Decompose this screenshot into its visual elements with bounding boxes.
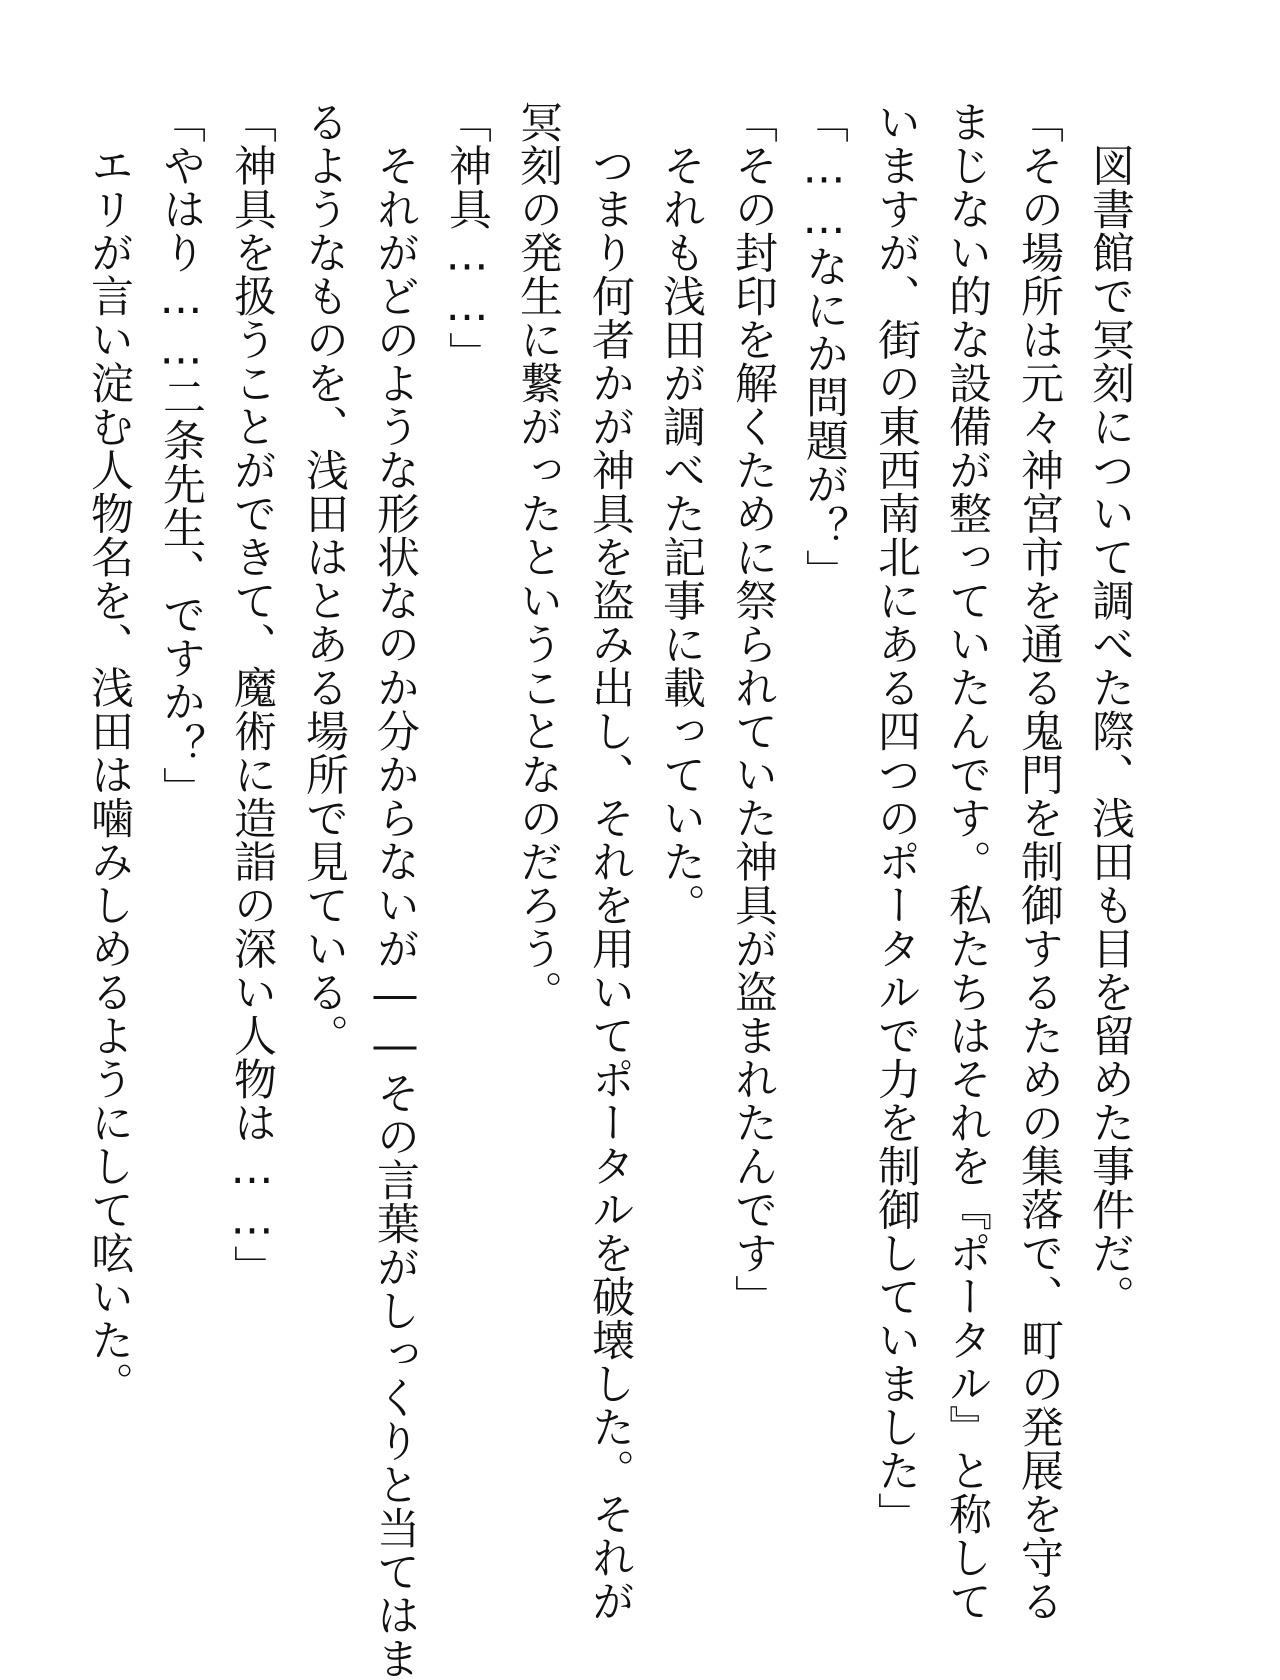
text-line-8: つまり何者かが神具を盗み出し、それを用いてポータルを破壊した。それが [585,100,635,1623]
text-line-5: 「……なにか問題が？」 [799,100,849,593]
text-line-9: 冥刻の発生に繋がったということなのだろう。 [513,100,563,1014]
text-line-7: それも浅田が調べた記事に載っていた。 [656,100,706,927]
text-line-15: エリが言い淀む人物名を、浅田は噛みしめるようにして呟いた。 [84,100,134,1405]
text-line-6: 「その封印を解くために祭られていた神具が盗まれたんです」 [728,100,778,1318]
text-line-12: るようなものを、浅田はとある場所で見ている。 [299,100,349,1057]
text-line-14: 「やはり……二条先生、ですか？」 [156,100,206,810]
text-line-4: いますが、街の東西南北にある四つのポータルで力を制御していました」 [871,100,921,1536]
text-line-2: 「その場所は元々神宮市を通る鬼門を制御するための集落で、町の発展を守る [1014,100,1064,1623]
text-line-11: それがどのような形状なのか分からないが――その言葉がしっくりと当てはま [370,100,420,1680]
text-line-1: 図書館で冥刻について調べた際、浅田も目を留めた事件だ。 [1085,100,1135,1318]
text-line-10: 「神具……」 [442,100,492,375]
text-line-13: 「神具を扱うことができて、魔術に造詣の深い人物は……」 [227,100,277,1289]
text-line-3: まじない的な設備が整っていたんです。私たちはそれを『ポータル』と称して [942,100,992,1623]
